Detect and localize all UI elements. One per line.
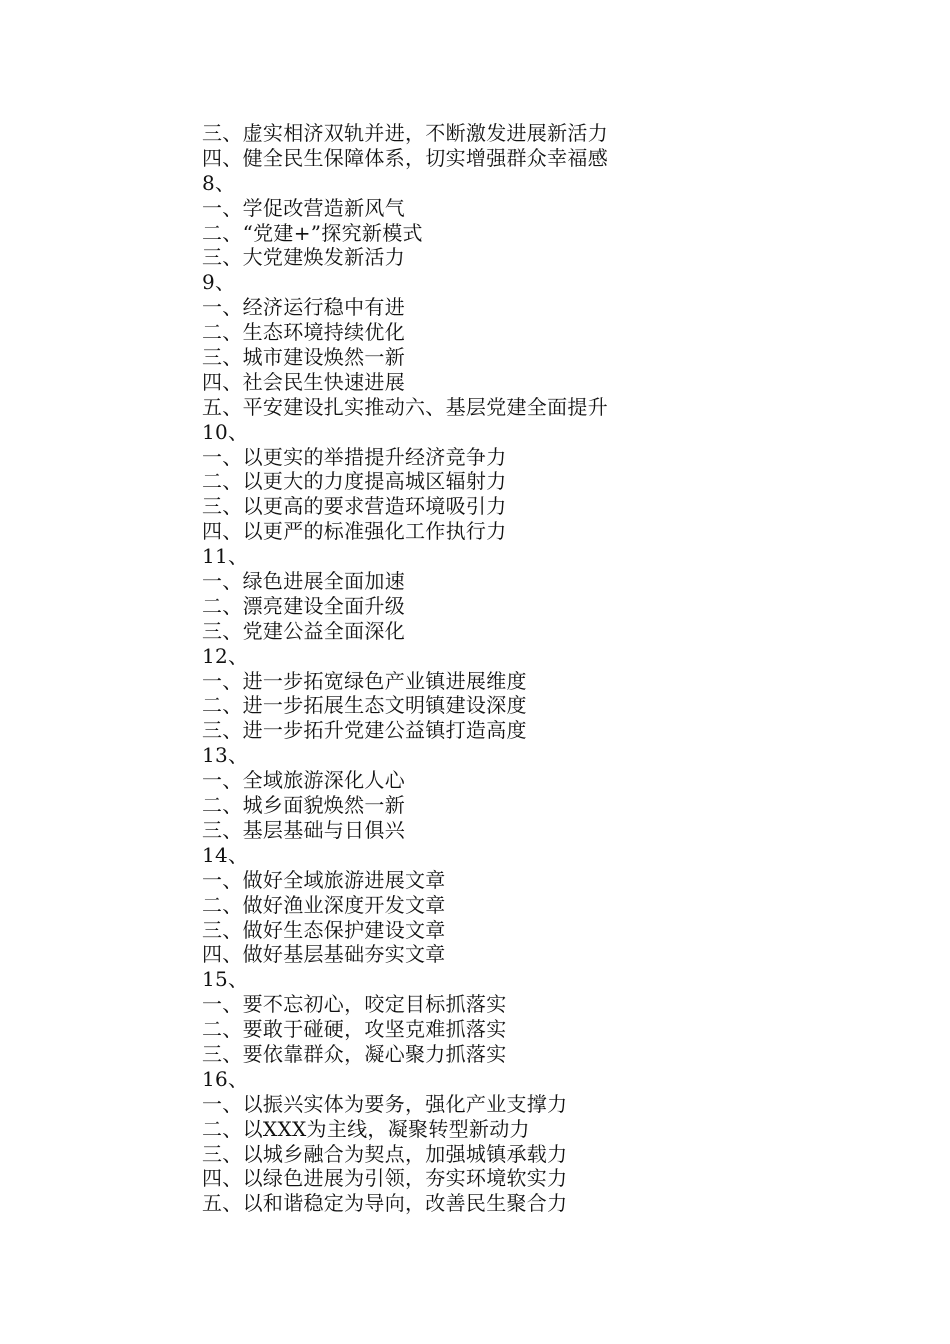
text-line: 一、以更实的举措提升经济竞争力: [202, 444, 507, 469]
text-line: 三、以城乡融合为契点，加强城镇承载力: [202, 1141, 568, 1166]
text-line: 一、经济运行稳中有进: [202, 295, 405, 320]
text-line: 四、社会民生快速进展: [202, 369, 405, 394]
text-line: 一、进一步拓宽绿色产业镇进展维度: [202, 668, 527, 693]
text-line: 五、平安建设扎实推动六、基层党建全面提升: [202, 394, 608, 419]
text-line: 四、健全民生保障体系，切实增强群众幸福感: [202, 145, 608, 170]
text-line: 四、以更严的标准强化工作执行力: [202, 519, 507, 544]
text-line: 二、漂亮建设全面升级: [202, 593, 405, 618]
text-line: 三、进一步拓升党建公益镇打造高度: [202, 718, 527, 743]
text-line: 三、要依靠群众，凝心聚力抓落实: [202, 1041, 507, 1066]
section-number: 14、: [202, 842, 249, 867]
text-line: 三、做好生态保护建设文章: [202, 917, 446, 942]
section-number: 16、: [202, 1066, 249, 1091]
section-number: 13、: [202, 743, 249, 768]
text-line: 三、党建公益全面深化: [202, 618, 405, 643]
text-line: 一、绿色进展全面加速: [202, 569, 405, 594]
text-line: 一、要不忘初心，咬定目标抓落实: [202, 992, 507, 1017]
text-line: 二、以更大的力度提高城区辐射力: [202, 469, 507, 494]
text-line: 二、“党建+”探究新模式: [202, 220, 423, 245]
text-line: 一、学促改营造新风气: [202, 195, 405, 220]
text-line: 二、生态环境持续优化: [202, 320, 405, 345]
text-line: 二、进一步拓展生态文明镇建设深度: [202, 693, 527, 718]
section-number: 12、: [202, 643, 249, 668]
text-line: 三、以更高的要求营造环境吸引力: [202, 494, 507, 519]
text-line: 三、大党建焕发新活力: [202, 245, 405, 270]
text-line: 四、做好基层基础夯实文章: [202, 942, 446, 967]
section-number: 11、: [202, 544, 249, 569]
document-body: [202, 121, 762, 1216]
text-line: 五、以和谐稳定为导向，改善民生聚合力: [202, 1191, 568, 1216]
text-line: 二、要敢于碰硬，攻坚克难抓落实: [202, 1017, 507, 1042]
section-number: 9、: [202, 270, 236, 295]
text-line: 一、以振兴实体为要务，强化产业支撑力: [202, 1091, 568, 1116]
text-line: 四、以绿色进展为引领，夯实环境软实力: [202, 1166, 568, 1191]
text-line: 三、城市建设焕然一新: [202, 345, 405, 370]
section-number: 15、: [202, 967, 249, 992]
text-line: 三、基层基础与日俱兴: [202, 817, 405, 842]
text-line: 一、全域旅游深化人心: [202, 768, 405, 793]
text-line: 一、做好全域旅游进展文章: [202, 867, 446, 892]
section-number: 10、: [202, 419, 249, 444]
text-line: 二、以XXX为主线，凝聚转型新动力: [202, 1116, 530, 1141]
text-line: 二、城乡面貌焕然一新: [202, 793, 405, 818]
text-line: 三、虚实相济双轨并进，不断激发进展新活力: [202, 121, 608, 145]
section-number: 8、: [202, 170, 236, 195]
text-line: 二、做好渔业深度开发文章: [202, 892, 446, 917]
